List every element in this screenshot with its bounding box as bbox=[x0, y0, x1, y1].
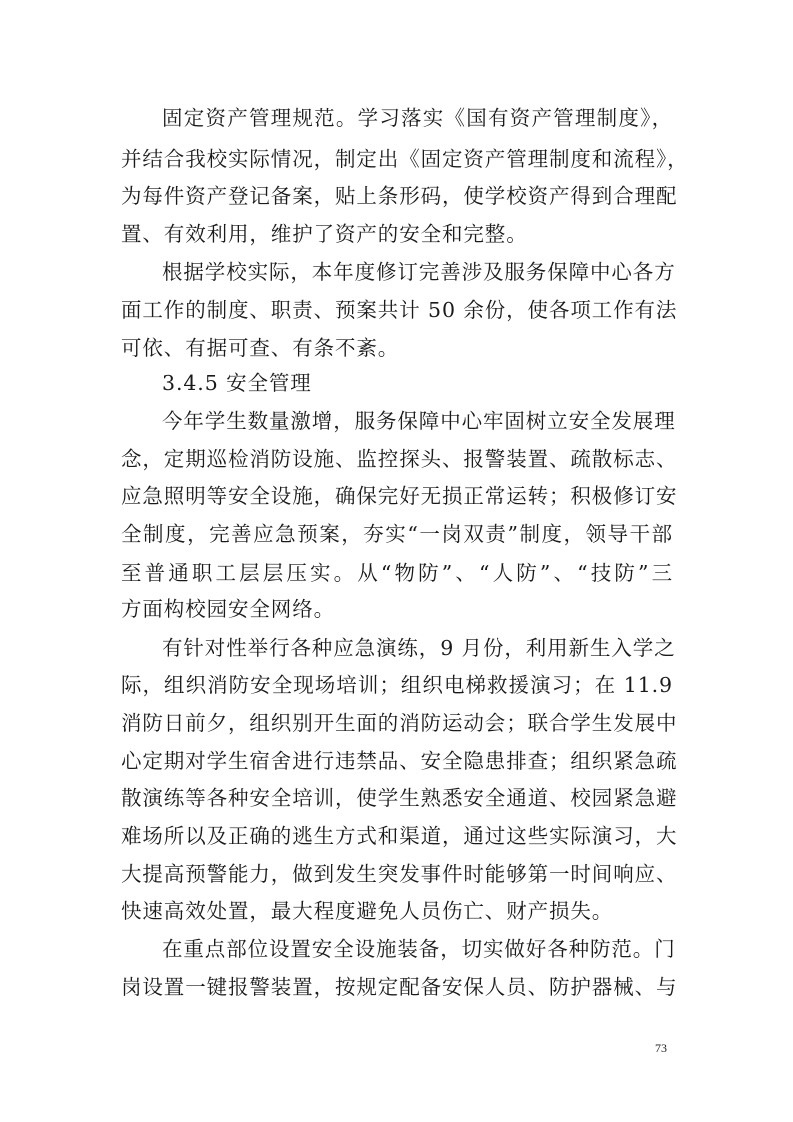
text-line: 根据学校实际，本年度修订完善涉及服务保障中心各方 bbox=[162, 260, 676, 284]
text-line: 在重点部位设置安全设施装备，切实做好各种防范。门 bbox=[162, 937, 676, 961]
text-line: 至普通职工层层压实。从“物防”、“人防”、“技防”三 bbox=[121, 561, 673, 585]
text-line: 际，组织消防安全现场培训；组织电梯救援演习；在 11.9 bbox=[121, 673, 673, 697]
text-line: 有针对性举行各种应急演练，9 月份，利用新生入学之 bbox=[162, 636, 676, 660]
text-line: 全制度，完善应急预案，夯实“一岗双责”制度，领导干部 bbox=[121, 522, 673, 546]
section-heading: 3.4.5 安全管理 bbox=[162, 371, 312, 395]
text-line: 岗设置一键报警装置，按规定配备安保人员、防护器械、与 bbox=[121, 975, 678, 999]
page-number: 73 bbox=[655, 1041, 667, 1055]
text-line: 固定资产管理规范。学习落实《国有资产管理制度》， bbox=[162, 106, 673, 130]
text-line: 散演练等各种安全培训，使学生熟悉安全通道、校园紧急避 bbox=[121, 786, 678, 810]
text-line: 方面构校园安全网络。 bbox=[121, 597, 335, 621]
text-line: 难场所以及正确的逃生方式和渠道，通过这些实际演习，大 bbox=[121, 824, 678, 848]
text-line: 念，定期巡检消防设施、监控探头、报警装置、疏散标志、 bbox=[121, 447, 678, 471]
text-line: 可依、有据可查、有条不紊。 bbox=[121, 336, 400, 360]
text-line: 今年学生数量激增，服务保障中心牢固树立安全发展理 bbox=[162, 409, 676, 433]
text-line: 面工作的制度、职责、预案共计 50 余份，使各项工作有法 bbox=[121, 298, 678, 322]
text-line: 置、有效利用，维护了资产的安全和完整。 bbox=[121, 222, 528, 246]
text-line: 消防日前夕，组织别开生面的消防运动会；联合学生发展中 bbox=[121, 711, 678, 735]
text-line: 快速高效处置，最大程度避免人员伤亡、财产损失。 bbox=[121, 899, 614, 923]
text-line: 心定期对学生宿舍进行违禁品、安全隐患排查；组织紧急疏 bbox=[121, 749, 678, 773]
text-line: 为每件资产登记备案，贴上条形码，使学校资产得到合理配 bbox=[121, 184, 678, 208]
text-line: 大提高预警能力，做到发生突发事件时能够第一时间响应、 bbox=[121, 862, 678, 886]
text-line: 应急照明等安全设施，确保完好无损正常运转；积极修订安 bbox=[121, 484, 678, 508]
text-line: 并结合我校实际情况，制定出《固定资产管理制度和流程》， bbox=[121, 147, 689, 171]
